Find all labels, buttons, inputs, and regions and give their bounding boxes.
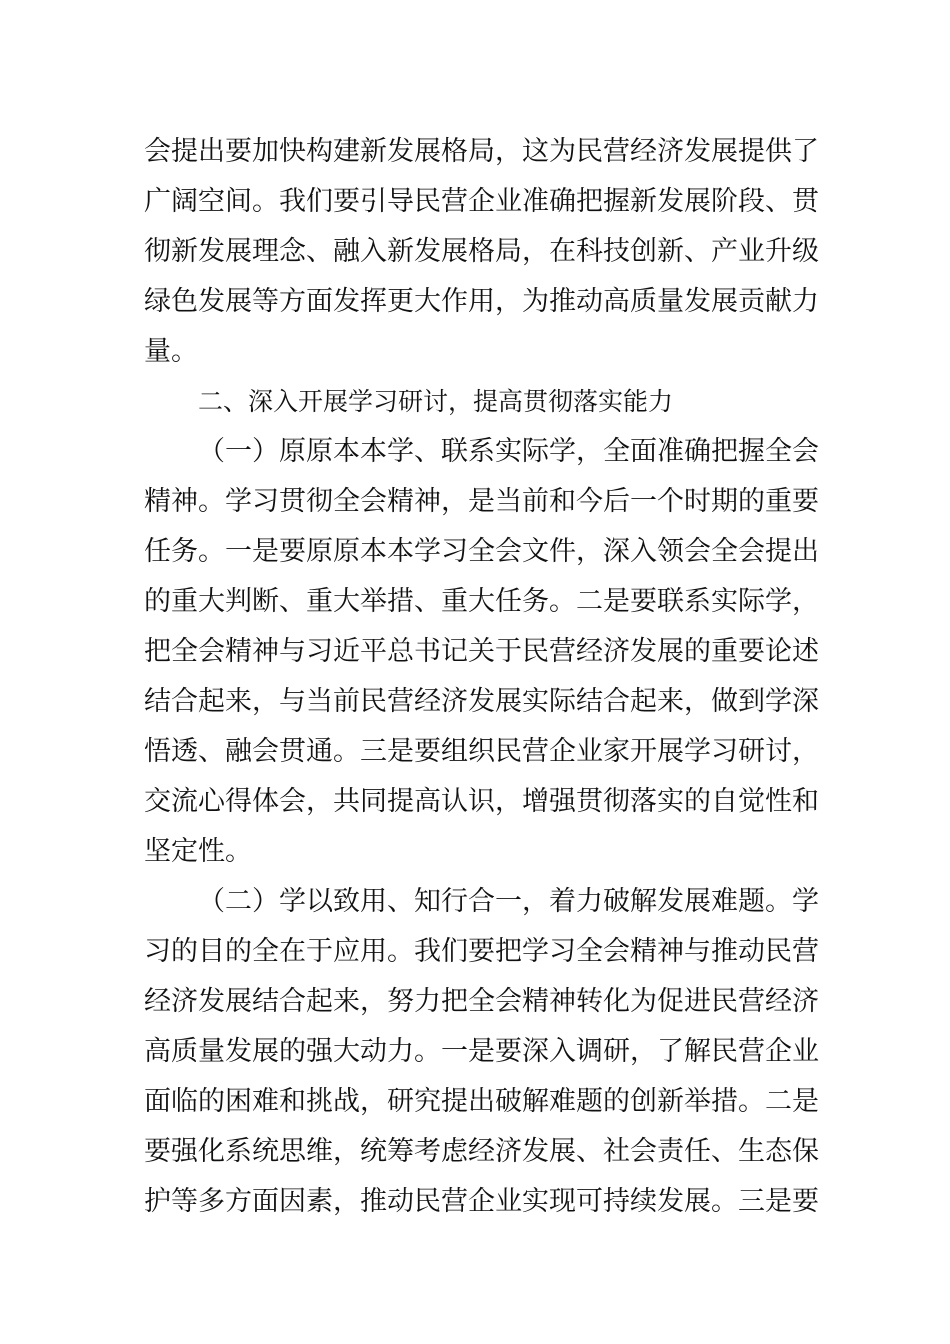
paragraph-line: 要强化系统思维，统筹考虑经济发展、社会责任、生态保 [144,1136,819,1167]
paragraph-line: 量。 [144,336,198,367]
paragraph-line: 精神。学习贯彻全会精神，是当前和今后一个时期的重要 [144,486,819,517]
paragraph-line: 悟透、融会贯通。三是要组织民营企业家开展学习研讨， [144,736,819,767]
paragraph-line: 习的目的全在于应用。我们要把学习全会精神与推动民营 [144,936,819,967]
paragraph-line: （二）学以致用、知行合一，着力破解发展难题。学 [198,886,819,917]
paragraph-line: 绿色发展等方面发挥更大作用，为推动高质量发展贡献力 [144,286,819,317]
paragraph-line: 会提出要加快构建新发展格局，这为民营经济发展提供了 [144,136,819,167]
paragraph-line: 护等多方面因素，推动民营企业实现可持续发展。三是要 [144,1186,819,1217]
paragraph-line: 面临的困难和挑战，研究提出破解难题的创新举措。二是 [144,1086,819,1117]
paragraph-line: （一）原原本本学、联系实际学，全面准确把握全会 [198,436,819,467]
paragraph-line: 广阔空间。我们要引导民营企业准确把握新发展阶段、贯 [144,186,819,217]
paragraph-line: 结合起来，与当前民营经济发展实际结合起来，做到学深 [144,686,819,717]
paragraph-line: 把全会精神与习近平总书记关于民营经济发展的重要论述 [144,636,819,667]
paragraph-line: 高质量发展的强大动力。一是要深入调研，了解民营企业 [144,1036,819,1067]
section-heading: 二、深入开展学习研讨，提高贯彻落实能力 [198,387,674,416]
paragraph-line: 彻新发展理念、融入新发展格局，在科技创新、产业升级 [144,236,819,267]
paragraph-line: 交流心得体会，共同提高认识，增强贯彻落实的自觉性和 [144,786,819,817]
paragraph-line: 坚定性。 [144,836,252,867]
paragraph-line: 的重大判断、重大举措、重大任务。二是要联系实际学， [144,586,819,617]
paragraph-line: 任务。一是要原原本本学习全会文件，深入领会全会提出 [144,536,819,567]
paragraph-line: 经济发展结合起来，努力把全会精神转化为促进民营经济 [144,986,819,1017]
document-body [144,127,819,1227]
